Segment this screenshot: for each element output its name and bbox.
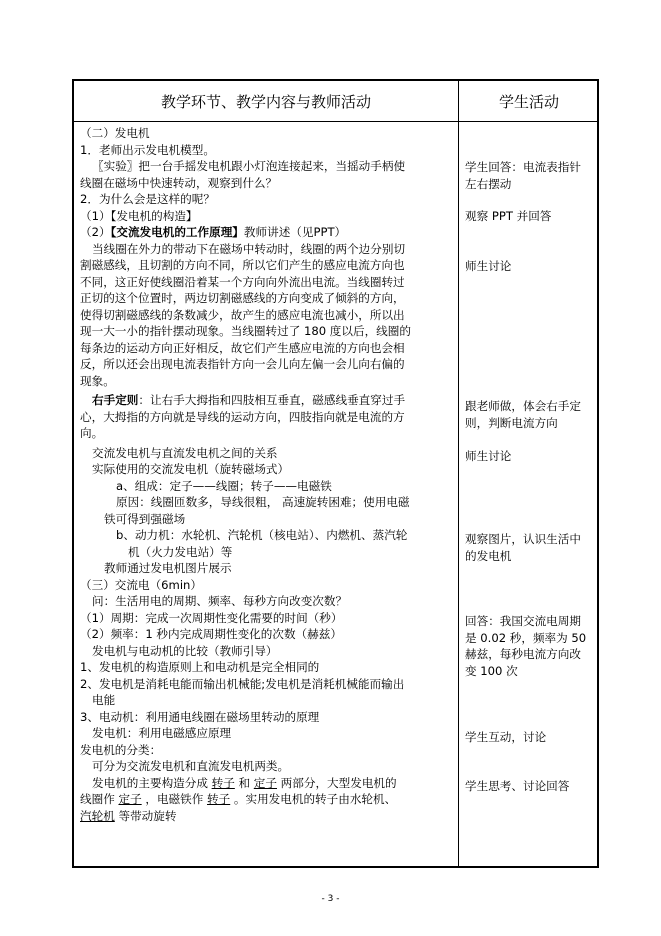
text-line	[80, 791, 456, 808]
text-line	[80, 224, 456, 241]
text-line: 教师通过发电机图片展示	[104, 561, 232, 575]
text-line: 向。	[80, 426, 104, 440]
text-span: 两部分，大型发电机的	[277, 775, 397, 790]
text-line: 则，判断电流方向	[465, 415, 558, 430]
text-line: 跟老师做，体会右手定	[465, 399, 581, 413]
text-line: 反，所以还会出现电流表指针方向一会儿向左偏一会儿向右偏的	[80, 357, 405, 371]
text-line: 学生互动，讨论	[465, 730, 547, 744]
text-line: 发电机：利用电磁感应原理	[92, 726, 232, 740]
text-line: 现象。	[80, 373, 115, 388]
right-hand-rule-term: 右手定则	[92, 393, 139, 407]
text-line	[80, 392, 456, 409]
text-line: （1）【发电机的构造】	[80, 208, 198, 223]
section-ac-heading: （三）交流电（6min）	[80, 577, 202, 592]
text-line: 的发电机	[465, 548, 512, 563]
text-line: 使得切割磁感线的条数减少，故产生的感应电流也减小，所以出	[80, 307, 405, 322]
header-teaching-content: 教学环节、教学内容与教师活动	[160, 92, 371, 111]
teaching-content-column	[80, 125, 456, 824]
text-line: 观察图片，认识生活中	[465, 532, 581, 546]
text-span: 等带动旋转	[114, 808, 177, 823]
text-line: 问：生活用电的周期、频率、每秒方向改变次数？	[92, 594, 348, 608]
activity-block	[465, 729, 597, 746]
blank-answer: 定子	[253, 775, 277, 790]
text-line: 当线圈在外力的带动下在磁场中转动时，线圈的两个边分别切	[92, 241, 406, 256]
working-principle-heading: 【交流发电机的工作原理】	[110, 225, 244, 239]
text-line: 实际使用的交流发电机（旋转磁场式）	[92, 462, 290, 476]
text-line: 原因：线圈匝数多，导线很粗， 高速旋转困难；使用电磁	[116, 495, 410, 509]
text-line: a、组成：定子——线圈；转子——电磁铁	[116, 478, 332, 493]
text-span: 。实用发电机的转子由水轮机、	[230, 792, 397, 806]
text-line: 发电机与电动机的比较（教师引导）	[92, 643, 278, 658]
text-span: 教师讲述（见PPT）	[243, 225, 347, 239]
text-line: 正切的这个位置时，两边切割磁感线的方向变成了倾斜的方向，	[80, 291, 405, 305]
column-divider	[458, 81, 459, 866]
text-line: 〖实验〗把一台手摇发电机跟小灯泡连接起来，当摇动手柄使	[92, 159, 406, 173]
activity-block	[465, 159, 597, 192]
text-line: 可分为交流发电机和直流发电机两类。	[92, 759, 290, 773]
header-student-activity: 学生活动	[498, 92, 559, 111]
blank-answer: 定子	[118, 792, 142, 806]
text-span: （2）	[80, 225, 111, 239]
blank-answer: 转子	[211, 775, 235, 790]
text-line: 赫兹，每秒电流方向改	[465, 647, 581, 661]
text-line	[80, 775, 456, 792]
text-line: 左右摆动	[465, 176, 512, 191]
text-line: 3、电动机：利用通电线圈在磁场里转动的原理	[80, 709, 320, 724]
text-line: 变 100 次	[465, 663, 518, 678]
text-line: 电能	[92, 693, 116, 707]
text-line: 师生讨论	[465, 259, 512, 273]
activity-block	[465, 208, 597, 225]
text-line: （1）周期：完成一次周期性变化需要的时间（秒）	[80, 610, 343, 625]
text-line: 每条边的运动方向正好相反，故它们产生感应电流的方向也会相	[80, 340, 405, 355]
page-number: - 3 -	[321, 894, 340, 904]
text-line: 师生讨论	[465, 449, 512, 463]
text-line: 心，大拇指的方向就是导线的运动方向，四肢指向就是电流的方	[80, 409, 405, 424]
activity-block	[465, 778, 597, 795]
section-generator-heading: （二）发电机	[80, 126, 150, 140]
text-line: 不同，这正好使线圈沿着某一个方向向外流出电流。当线圈转过	[80, 274, 405, 289]
text-span: 发电机的主要构造分成	[92, 775, 212, 790]
text-line: 铁可得到强磁场	[104, 511, 186, 526]
text-line: 线圈在磁场中快速转动，观察到什么？	[80, 175, 278, 190]
text-line: 是 0.02 秒，频率为 50	[465, 630, 587, 645]
text-line: （2）频率：1 秒内完成周期性变化的次数（赫兹）	[80, 627, 342, 641]
text-line: 学生思考、讨论回答	[465, 779, 570, 793]
activity-block	[465, 613, 597, 679]
text-line: 2、发电机是消耗电能而输出机械能;发电机是消耗机械能而输出	[80, 676, 405, 691]
text-span: ，电磁铁作	[141, 792, 208, 806]
text-line: b、动力机：水轮机、汽轮机（核电站）、内燃机、蒸汽轮	[116, 528, 408, 542]
text-line: 2．为什么会是这样的呢？	[80, 192, 215, 206]
activity-block	[465, 258, 597, 275]
text-line: 割磁感线，且切割的方向不同，所以它们产生的感应电流方向也	[80, 258, 405, 272]
text-line: 学生回答：电流表指针	[465, 160, 581, 174]
header-divider	[74, 121, 597, 122]
text-line: 现一大一小的指针摆动现象。当线圈转过了 180 度以后，线圈的	[80, 324, 411, 338]
text-line: 回答：我国交流电周期	[465, 614, 581, 628]
text-line	[80, 808, 456, 825]
activity-block	[465, 398, 597, 431]
lesson-table	[72, 79, 599, 868]
text-line: 观察 PPT 并回答	[465, 209, 552, 223]
blank-answer: 转子	[207, 792, 231, 806]
text-span: ：让右手大拇指和四肢相互垂直，磁感线垂直穿过手	[138, 393, 406, 407]
text-span: 和	[234, 775, 254, 790]
blank-answer: 汽轮机	[80, 808, 115, 823]
text-line: 机（火力发电站）等	[128, 544, 233, 559]
activity-block	[465, 448, 597, 465]
text-span: 线圈作	[80, 792, 119, 806]
text-line: 发电机的分类：	[80, 742, 162, 757]
text-line: 1．老师出示发电机模型。	[80, 142, 215, 157]
text-line: 交流发电机与直流发电机之间的关系	[92, 445, 278, 460]
text-line: 1、发电机的构造原则上和电动机是完全相同的	[80, 660, 320, 674]
activity-block	[465, 531, 597, 564]
